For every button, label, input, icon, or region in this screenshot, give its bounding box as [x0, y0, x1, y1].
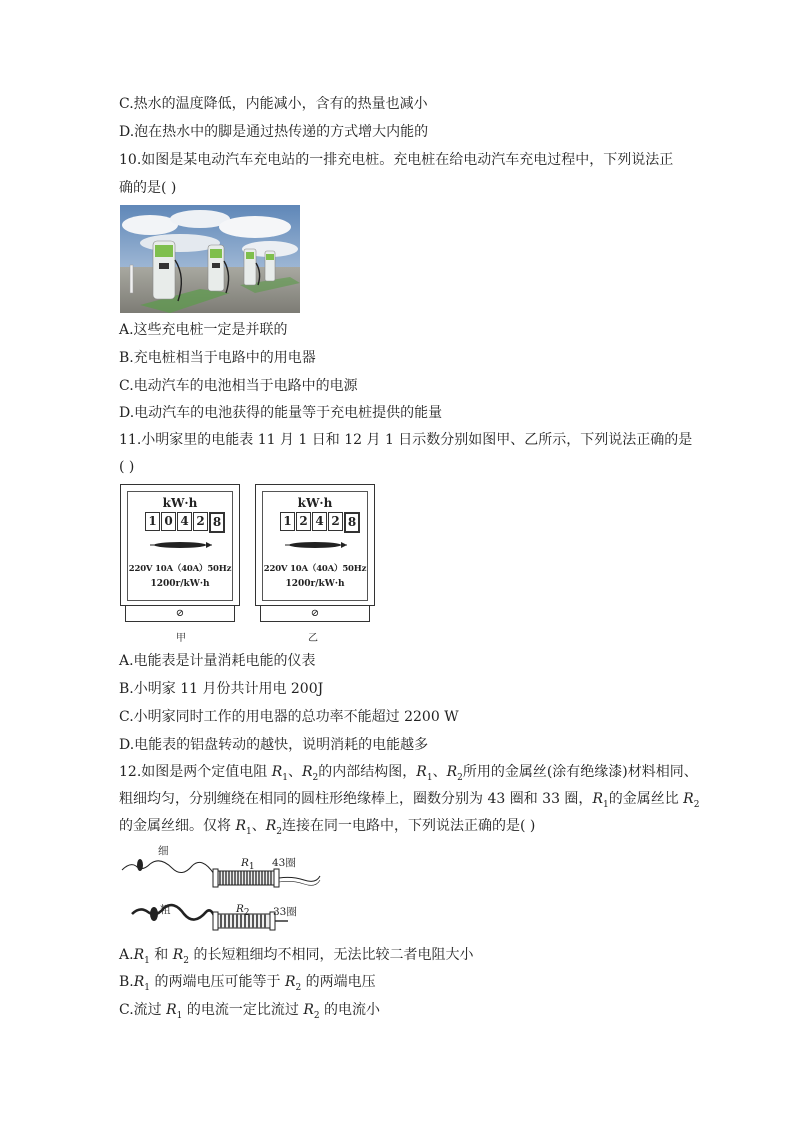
- meter-digit: 1: [280, 512, 295, 531]
- q10-option-b: B.充电桩相当于电路中的用电器: [119, 350, 316, 366]
- q11-stem-line2: ( ): [119, 459, 135, 475]
- q10-stem-line2: 确的是( ): [119, 180, 177, 196]
- q11-option-a: A.电能表是计量消耗电能的仪表: [119, 653, 316, 669]
- meter-digit: 0: [161, 512, 176, 531]
- label-r1-turns: 43圈: [272, 857, 296, 869]
- q12-stem-line1: 12.如图是两个定值电阻 $R_1$、$R_2$的内部结构图，$R_1$、$R_2$所用的金属丝(涂有绝缘漆)材料相同、: [119, 764, 698, 783]
- meter-digit: 4: [312, 512, 327, 531]
- q10-stem-line1: 10.如图是某电动汽车充电站的一排充电桩。充电桩在给电动汽车充电过程中，下列说法正: [119, 152, 674, 168]
- label-thin: 细: [158, 845, 169, 857]
- meter-rev-constant: 1200r/kW·h: [285, 579, 345, 589]
- meter-terminal: ⊘: [260, 606, 370, 622]
- meter-caption-yi: 乙: [308, 633, 318, 644]
- q11-option-c: C.小明家同时工作的用电器的总功率不能超过 2200 W: [119, 709, 459, 725]
- meter-face: [127, 491, 233, 601]
- q10-option-c: C.电动汽车的电池相当于电路中的电源: [119, 378, 358, 394]
- meter-digit-decimal: 8: [209, 512, 225, 533]
- charging-station-photo: [120, 205, 300, 313]
- q12-option-b: $B.R_1$ 的两端电压可能等于 $R_2$ 的两端电压: [119, 974, 376, 993]
- resistor-structure-diagram: [120, 842, 330, 942]
- meter-unit: kW·h: [297, 496, 333, 510]
- q11-option-d: D.电能表的铝盘转动的越快，说明消耗的电能越多: [119, 737, 429, 753]
- label-r2-turns: 33圈: [273, 906, 297, 918]
- meter-digits: [145, 512, 226, 533]
- label-r1: $R_1$: [241, 857, 255, 873]
- meter-rev-constant: 1200r/kW·h: [150, 579, 210, 589]
- meter-digits: [280, 512, 361, 533]
- q12-option-c: C.流过 $R_1$ 的电流一定比流过 $R_2$ 的电流小: [119, 1002, 381, 1021]
- meter-spec: 220V 10A（40A）50Hz: [263, 564, 367, 574]
- q10-option-a: A.这些充电桩一定是并联的: [119, 322, 288, 338]
- q9-option-d: D.泡在热水中的脚是通过热传递的方式增大内能的: [119, 124, 429, 140]
- q9-option-c: C.热水的温度降低，内能减小，含有的热量也减小: [119, 96, 428, 112]
- label-thick: 粗: [160, 904, 171, 916]
- q12-stem-line2: 粗细均匀，分别缠绕在相同的圆柱形绝缘棒上，圈数分别为 43 圈和 33 圈，$R_1$的金属丝比 $R_2$: [119, 791, 700, 810]
- meter-terminal: ⊘: [125, 606, 235, 622]
- meter-caption-jia: 甲: [176, 633, 186, 644]
- label-r2: $R_2$: [236, 903, 250, 919]
- meter-digit: 1: [145, 512, 160, 531]
- energy-meter-jia: [120, 484, 240, 606]
- q12-option-a: $A.R_1$ 和 $R_2$ 的长短粗细均不相同，无法比较二者电阻大小: [119, 947, 474, 966]
- meter-disc-icon: [146, 538, 216, 552]
- q11-stem-line1: 11.小明家里的电能表 11 月 1 日和 12 月 1 日示数分别如图甲、乙所示，下列说法正确的是: [119, 432, 693, 448]
- meter-digit: 4: [177, 512, 192, 531]
- meter-face: [262, 491, 368, 601]
- meter-digit-decimal: 8: [344, 512, 360, 533]
- meter-digit: 2: [193, 512, 208, 531]
- q11-option-b: B.小明家 11 月份共计用电 200J: [119, 681, 324, 697]
- meter-unit: kW·h: [162, 496, 198, 510]
- energy-meter-yi: [255, 484, 375, 606]
- meter-disc-icon: [281, 538, 351, 552]
- q10-option-d: D.电动汽车的电池获得的能量等于充电桩提供的能量: [119, 405, 443, 421]
- meter-spec: 220V 10A（40A）50Hz: [128, 564, 232, 574]
- q12-stem-line3: 的金属丝细。仅将 $R_1$、$R_2$连接在同一电路中，下列说法正确的是( ): [119, 818, 536, 837]
- meter-digit: 2: [296, 512, 311, 531]
- meter-digit: 2: [328, 512, 343, 531]
